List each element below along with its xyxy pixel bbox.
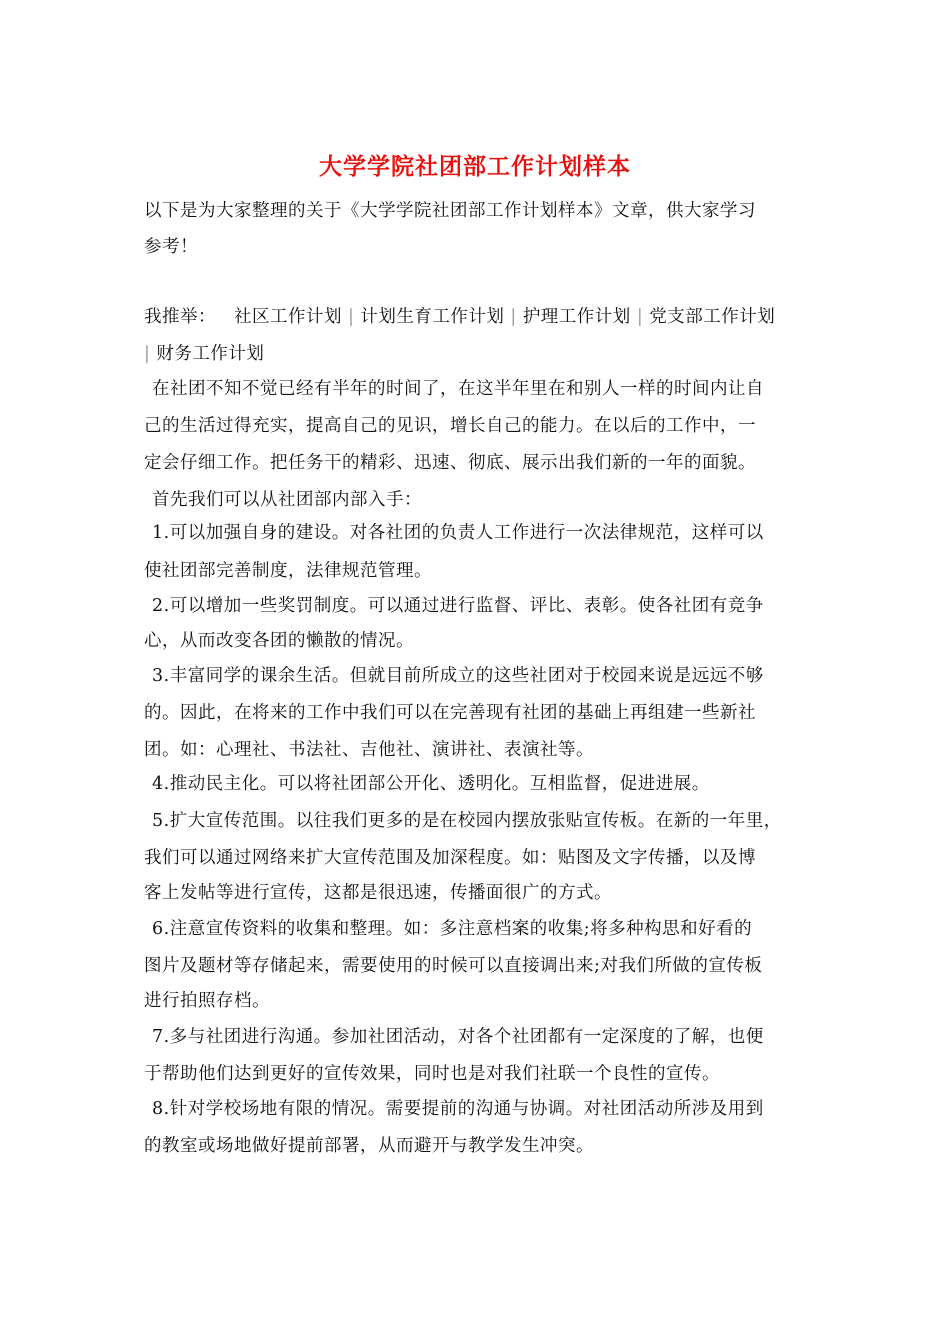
recommend-link-party-branch[interactable]: 党支部工作计划 [649, 307, 776, 327]
body-line: 6.注意宣传资料的收集和整理。如：多注意档案的收集;将多种构思和好看的 [152, 919, 753, 939]
body-line: 心，从而改变各团的懒散的情况。 [144, 631, 414, 651]
recommend-link-family-planning[interactable]: 计划生育工作计划 [360, 307, 505, 327]
recommend-link-finance[interactable]: 财务工作计划 [156, 344, 265, 364]
link-separator: | [348, 307, 355, 327]
recommend-row-2 [144, 343, 814, 365]
body-line: 己的生活过得充实，提高自己的见识，增长自己的能力。在以后的工作中，一 [144, 416, 756, 436]
body-line: 使社团部完善制度，法律规范管理。 [144, 561, 432, 581]
body-line: 3.丰富同学的课余生活。但就目前所成立的这些社团对于校园来说是远远不够 [152, 666, 764, 686]
recommend-link-nursing[interactable]: 护理工作计划 [522, 307, 631, 327]
body-line: 在社团不知不觉已经有半年的时间了，在这半年里在和别人一样的时间内让自 [152, 379, 764, 399]
document-title: 大学学院社团部工作计划样本 [319, 154, 631, 180]
recommend-link-community[interactable]: 社区工作计划 [234, 307, 342, 327]
body-line: 4.推动民主化。可以将社团部公开化、透明化。互相监督，促进进展。 [152, 774, 710, 794]
body-line: 2.可以增加一些奖罚制度。可以通过进行监督、评比、表彰。使各社团有竞争 [152, 596, 764, 616]
recommend-label: 我推举： [144, 307, 216, 327]
intro-line-2: 参考！ [144, 237, 198, 257]
body-line: 7.多与社团进行沟通。参加社团活动，对各个社团都有一定深度的了解，也便 [152, 1027, 764, 1047]
body-line: 团。如：心理社、书法社、吉他社、演讲社、表演社等。 [144, 740, 594, 760]
intro-line-1: 以下是为大家整理的关于《大学学院社团部工作计划样本》文章，供大家学习 [144, 201, 756, 221]
body-line: 图片及题材等存储起来，需要使用的时候可以直接调出来;对我们所做的宣传板 [144, 956, 763, 976]
body-line: 首先我们可以从社团部内部入手： [152, 490, 422, 510]
link-separator: | [144, 344, 151, 364]
body-line: 定会仔细工作。把任务干的精彩、迅速、彻底、展示出我们新的一年的面貌。 [144, 453, 756, 473]
body-line: 5.扩大宣传范围。以往我们更多的是在校园内摆放张贴宣传板。在新的一年里， [152, 811, 782, 831]
body-line: 我们可以通过网络来扩大宣传范围及加深程度。如：贴图及文字传播，以及博 [144, 848, 756, 868]
body-line: 进行拍照存档。 [144, 991, 270, 1011]
body-line: 客上发帖等进行宣传，这都是很迅速，传播面很广的方式。 [144, 883, 612, 903]
link-separator: | [636, 307, 644, 327]
recommend-row [144, 306, 814, 328]
body-line: 的。因此，在将来的工作中我们可以在完善现有社团的基础上再组建一些新社 [144, 703, 756, 723]
body-line: 1.可以加强自身的建设。对各社团的负责人工作进行一次法律规范，这样可以 [152, 523, 764, 543]
body-line: 8.针对学校场地有限的情况。需要提前的沟通与协调。对社团活动所涉及用到 [152, 1099, 764, 1119]
body-line: 于帮助他们达到更好的宣传效果，同时也是对我们社联一个良性的宣传。 [144, 1064, 720, 1084]
link-separator: | [510, 307, 517, 327]
body-line: 的教室或场地做好提前部署，从而避开与教学发生冲突。 [144, 1136, 594, 1156]
